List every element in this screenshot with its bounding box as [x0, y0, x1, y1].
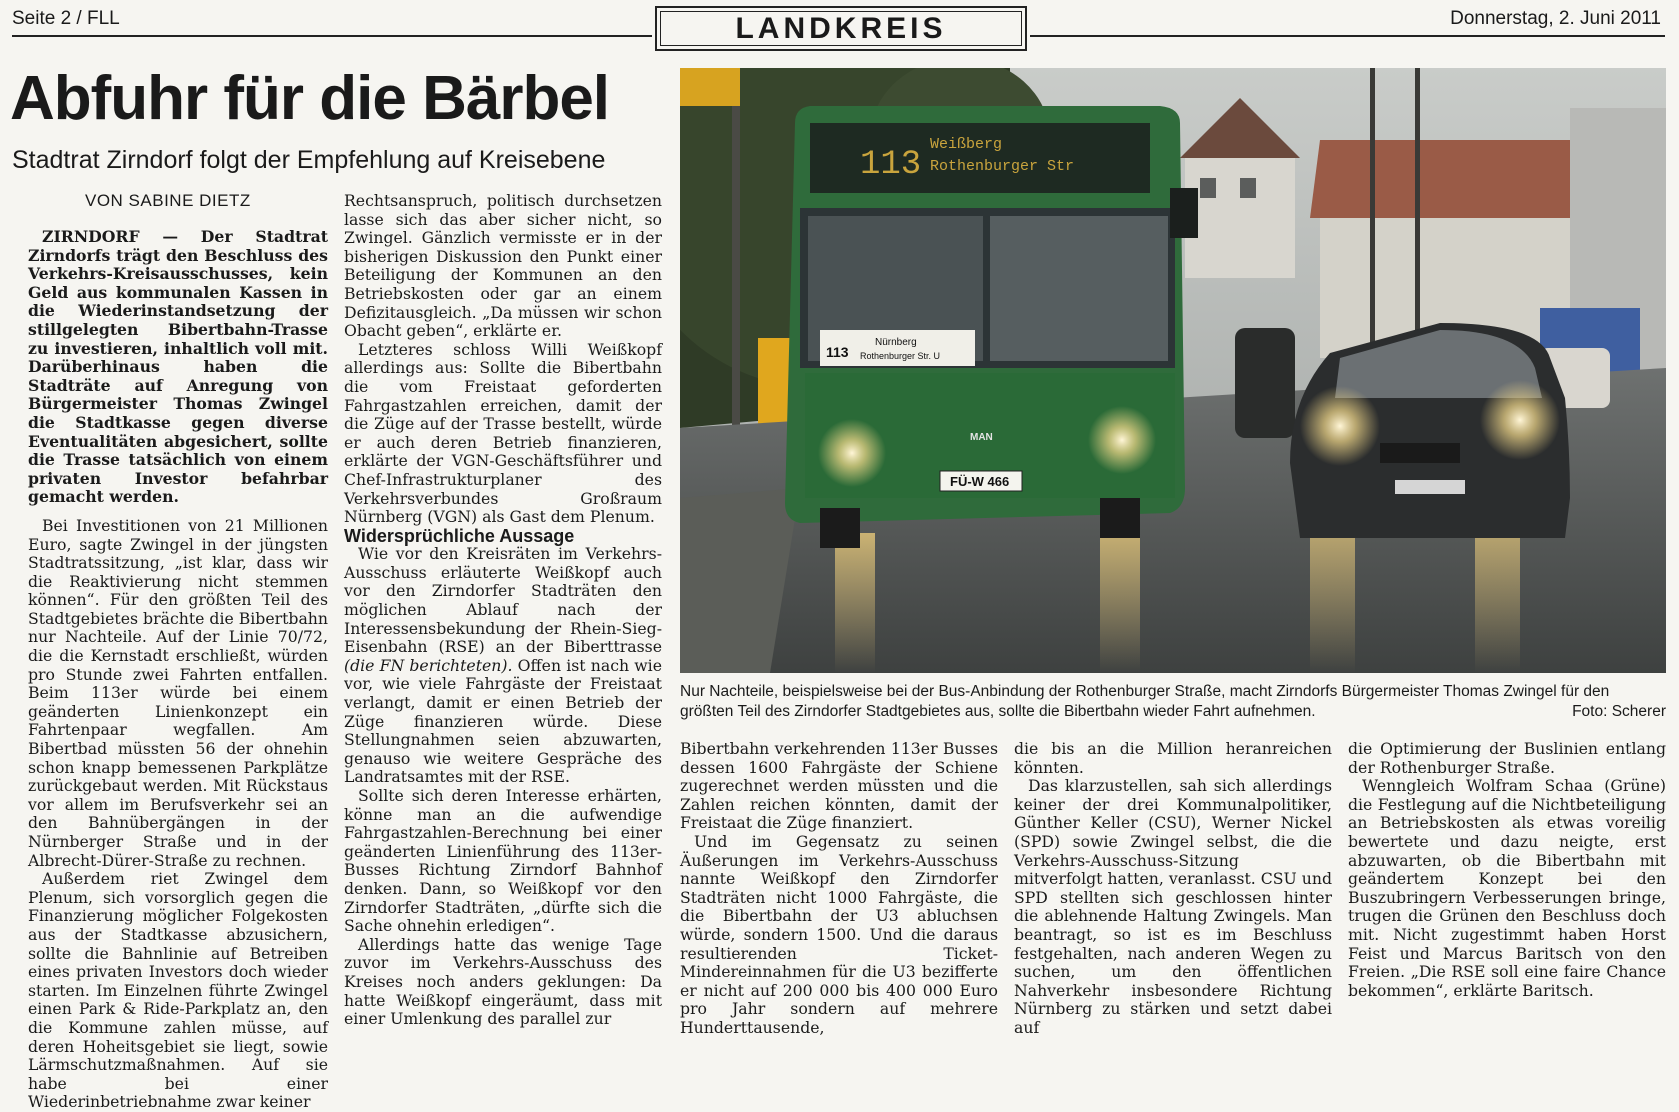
paragraph: Wenngleich Wolfram Schaa (Grüne) die Festlegung auf die Nichtbeteiligung an Betriebskosten als etwas voreilig bewertete und dazu neigte, erst abzuwarten, ob die Bibertbahn mit geändertem Konzept bei den Buszubringern Verbesserungen bringe, trugen die Grünen den Beschluss doch mit. Nicht zugestimmt haben Horst Feist und Marcus Baritsch von den Freien. „Die RSE soll eine faire Chance bekommen“, erklärte Baritsch. — [1348, 776, 1666, 1000]
article-headline: Abfuhr für die Bärbel — [10, 64, 610, 133]
paragraph: Rechtsanspruch, politisch durchsetzen lasse sich das aber sicher nicht, so Zwingel. Gänzlich vermisste er in der bisherigen Diskussion den Punkt einer Beteiligung der Kommunen an den Betriebskosten oder gar an einem Defizitausgleich. „Da müssen wir schon Obacht geben“, erklärte er. — [344, 191, 662, 341]
bus-sign-line-2: Rothenburger Str. U — [860, 351, 941, 361]
paragraph: Sollte sich deren Interesse erhärten, könne man an die aufwendige Fahrgastzahlen-Berechnung bei einer geänderten Linienführung des 113er-Busses Richtung Zirndorf Bahnhof denken. Dann, so Weißkopf vor den Zirndorfer Stadträten, „dürfte sich die Sache ohnehin erledigen“. — [344, 786, 662, 936]
header-rule-right — [1030, 35, 1665, 37]
bus-destination-line-2: Rothenburger Str — [930, 158, 1075, 175]
paragraph: Das klarzustellen, sah sich allerdings keiner der drei Kommunalpolitiker, Günther Keller (CSU), Werner Nickel (SPD) sowie Zwingel selbst, die die Verkehrs-Ausschuss-Sitzung mitverfolgt hatten, veranlasst. CSU und SPD stellten sich geschlossen hinter die ablehnende Haltung Zwingels. Man beantragt, so ist es im Beschluss festgehalten, nach anderen Wegen zu suchen, um den öffentlichen Nahverkehr insbesondere Richtung Nürnberg zu stärken und setzt dabei auf — [1014, 776, 1332, 1037]
paragraph: Allerdings hatte das wenige Tage zuvor im Verkehrs-Ausschuss des Kreises noch anders geklungen: Da hatte Weißkopf eingeräumt, dass mit einer Umlenkung des parallel zur — [344, 934, 662, 1029]
header-rule-left — [12, 35, 652, 37]
text-column-2 — [344, 192, 662, 1029]
news-photo-bus — [680, 68, 1666, 673]
photo-credit: Foto: Scherer — [1572, 703, 1666, 720]
article-byline: VON SABINE DIETZ — [85, 191, 251, 210]
paragraph: Bibertbahn verkehrenden 113er Busses dessen 1600 Fahrgäste der Schiene zugerechnet werden müssten und die Zahlen reichen könnten, damit der Freistaat die Züge finanziert. — [680, 739, 998, 833]
paragraph: Bei Investitionen von 21 Millionen Euro, sagte Zwingel in der jüngsten Stadtratssitzung, „ist klar, dass wir die Reaktivierung nicht stemmen können“. Für den größten Teil des Stadtgebietes brächte die Bibertbahn nur Nachteile. Auf der Linie 70/72, die die Kernstadt erschließt, würden pro Stunde zwei Fahrten entfallen. Beim 113er würde bei einem geänderten Linienkonzept ein Fahrtenpaar wegfallen. Am Bibertbad müssten 56 der ohnehin schon knapp bemessenen Parkplätze zurückgebaut werden. Mit Rückstaus vor allem im Berufsverkehr sei an den Bahnübergängen in der Nürnberger Straße und in der Albrecht-Dürer-Straße zu rechnen. — [28, 515, 329, 870]
paragraph: Und im Gegensatz zu seinen Äußerungen im Verkehrs-Ausschuss nannte Weißkopf den Zirndorfer Stadträten nicht 1000 Fahrgäste, die die Bibertbahn der U3 abluchsen würde, sondern 1500. Und die daraus resultierenden Ticket-Mindereinnahmen für die U3 bezifferte er nicht auf 200 000 bis 400 000 Euro pro Jahr sondern auf mehrere Hunderttausende, — [680, 831, 998, 1037]
article-lead: ZIRNDORF — Der Stadtrat Zirndorfs trägt den Beschluss des Verkehrs-Kreisausschusses, kein Geld aus kommunalen Kassen in die Wiederinstandsetzung der stillgelegten Bibertbahn-Trasse zu investieren, inhaltlich voll mit. Darüberhinaus haben die Stadträte auf Anregung von Bürgermeister Thomas Zwingel die Stadtkasse gegen diverse Eventualitäten abgesichert, sollte die Trasse tatsächlich von einem privaten Investor befahrbar gemacht werden. — [28, 227, 328, 507]
bus-sign-number: 113 — [826, 344, 849, 360]
bus-destination-line-1: Weißberg — [930, 136, 1003, 153]
photo-illustration — [680, 68, 1666, 673]
bus-destination-number: 113 — [860, 146, 922, 184]
text-column-1 — [28, 228, 328, 1112]
article-subheadline: Stadtrat Zirndorf folgt der Empfehlung auf Kreisebene — [12, 146, 606, 174]
text-column-5 — [1348, 740, 1666, 1000]
paragraph: Letzteres schloss Willi Weißkopf allerdings aus: Sollte die Bibertbahn die vom Freistaat geforderten Fahrgastzahlen erreichen, damit der die Züge auf der Trasse bestellt, würde er auch deren Betrieb finanzieren, erklärte der VGN-Geschäftsführer und Chef-Infrastrukturplaner des Verkehrsverbundes Großraum Nürnberg (VGN) als Gast dem Plenum. — [344, 339, 662, 527]
text-column-3 — [680, 740, 998, 1038]
section-label-box — [655, 6, 1027, 51]
issue-date: Donnerstag, 2. Juni 2011 — [1450, 8, 1661, 29]
section-label: LANDKREIS — [660, 11, 1022, 46]
bus-sign-line-1: Nürnberg — [875, 337, 917, 348]
paragraph: Außerdem riet Zwingel dem Plenum, sich vorsorglich gegen die Finanzierung möglicher Folgekosten aus der Stadtkasse abzusichern, sollte die Bahnlinie auf Betreiben eines privaten Investors doch wieder starten. Im Einzelnen führte Zwingel einen Park & Ride-Parkplatz an, den die Kommune zahlen müsse, auf deren Hoheitsgebiet sie liegt, sowie Lärmschutzmaßnahmen. Auf sie habe bei einer Wiederinbetriebnahme zwar keiner — [28, 869, 328, 1112]
paragraph: die bis an die Million heranreichen könnten. — [1014, 739, 1332, 777]
caption-text: Nur Nachteile, beispielsweise bei der Bus-Anbindung der Rothenburger Straße, macht Zirndorfs Bürgermeister Thomas Zwingel für den größten Teil des Zirndorfer Stadtgebietes aus, sollte die Bibertbahn wieder Fahrt aufnehmen. — [680, 683, 1610, 720]
reference-note: (die FN berichteten). — [344, 655, 513, 675]
intertitle: Widersprüchliche Aussage — [344, 525, 575, 546]
photo-caption — [680, 682, 1666, 722]
paragraph: die Optimierung der Buslinien entlang der Rothenburger Straße. — [1348, 739, 1666, 777]
paragraph-text: Wie vor den Kreisräten im Verkehrs-Ausschuss erläuterte Weißkopf auch vor den Zirndorfer Stadträten den möglichen Ablauf nach der Interessensbekundung der Rhein-Sieg-Eisenbahn (RSE) an der Biberttrasse — [344, 544, 662, 657]
paragraph — [344, 545, 662, 787]
bus-brand-badge: MAN — [970, 432, 993, 443]
page-reference: Seite 2 / FLL — [12, 8, 120, 29]
paragraph-text: Offen ist nach wie vor, wie viele Fahrgäste der Freistaat verlangt, damit er einen Betrieb der Züge finanzieren würde. Diese Stellungnahmen seien abzuwarten, genauso wie weitere Gespräche des Landratsamtes mit der RSE. — [344, 655, 662, 787]
text-column-4 — [1014, 740, 1332, 1038]
bus-license-plate: FÜ-W 466 — [950, 474, 1010, 489]
